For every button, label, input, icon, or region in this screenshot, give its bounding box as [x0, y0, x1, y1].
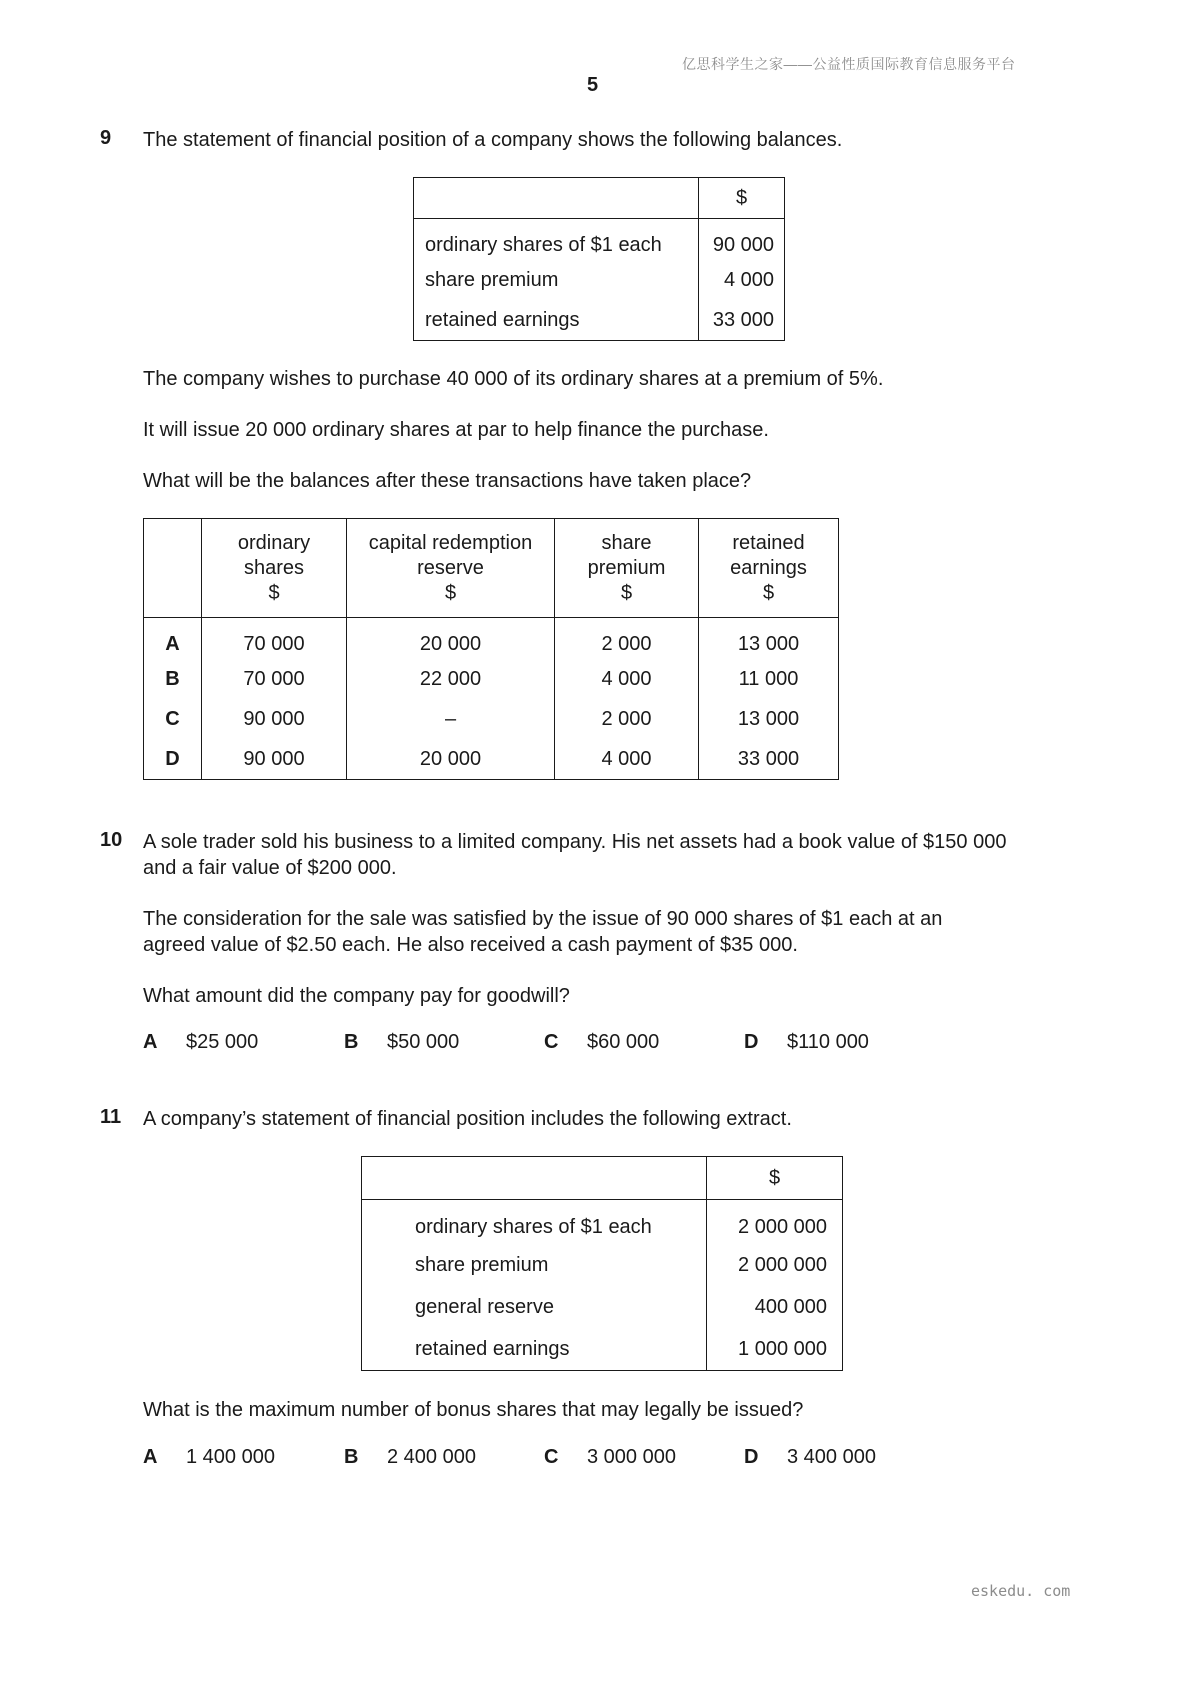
question-9-number: 9 — [100, 127, 112, 149]
option-cell: – — [347, 700, 555, 740]
header-line: retained — [732, 531, 805, 554]
q11-row-label: retained earnings — [362, 1329, 707, 1371]
q10-answer-options — [0, 1031, 1190, 1057]
option-cell: 11 000 — [699, 660, 839, 700]
option-value: $50 000 — [387, 1031, 460, 1053]
option-cell: 20 000 — [347, 740, 555, 780]
q9-row-value: 33 000 — [699, 301, 785, 341]
q10-paragraph-1-line-2: and a fair value of $200 000. — [143, 857, 397, 879]
q9-paragraph-2: It will issue 20 000 ordinary shares at par to help finance the purchase. — [143, 419, 769, 441]
option-cell: 90 000 — [202, 700, 347, 740]
option-cell: 13 000 — [699, 618, 839, 660]
option-value: 3 000 000 — [587, 1446, 676, 1468]
option-cell: 4 000 — [555, 660, 699, 700]
q10-question: What amount did the company pay for goodwill? — [143, 985, 570, 1007]
q10-paragraph-1-line-1: A sole trader sold his business to a limited company. His net assets had a book value of $150 000 — [143, 831, 1007, 853]
q11-question: What is the maximum number of bonus shares that may legally be issued? — [143, 1399, 804, 1421]
q9-option-row-a — [144, 618, 839, 660]
header-line: ordinary — [237, 531, 311, 554]
q9-options-table — [143, 518, 839, 780]
q9-row-value: 4 000 — [699, 261, 785, 301]
header-line: share — [601, 531, 652, 554]
page-number: 5 — [587, 74, 599, 96]
option-letter: D — [744, 1031, 759, 1053]
option-value: $60 000 — [587, 1031, 660, 1053]
q11-row-value: 2 000 000 — [707, 1244, 843, 1287]
q11-row-label: share premium — [362, 1244, 707, 1287]
option-cell: 22 000 — [347, 660, 555, 700]
watermark-text: 亿思科学生之家——公益性质国际教育信息服务平台 — [682, 56, 1016, 72]
option-letter: B — [144, 660, 202, 700]
q10-paragraph-2-line-2: agreed value of $2.50 each. He also received a cash payment of $35 000. — [143, 934, 798, 956]
q9-balance-table — [413, 177, 785, 341]
option-value: 2 400 000 — [387, 1446, 476, 1468]
header-line: $ — [620, 581, 633, 604]
q9-row-value: 90 000 — [699, 219, 785, 261]
q9-row-label: retained earnings — [414, 301, 699, 341]
option-letter: A — [143, 1446, 158, 1468]
option-letter: D — [744, 1446, 759, 1468]
q9-table-blank-header — [414, 178, 699, 219]
q11-balance-table — [361, 1156, 843, 1371]
q9-question: What will be the balances after these transactions have taken place? — [143, 470, 752, 492]
footer-site-text: eskedu. com — [971, 1582, 1071, 1600]
option-letter: A — [143, 1031, 158, 1053]
q11-row-value: 400 000 — [707, 1287, 843, 1329]
q11-row-value: 1 000 000 — [707, 1329, 843, 1371]
option-value: 1 400 000 — [186, 1446, 275, 1468]
option-cell: 13 000 — [699, 700, 839, 740]
header-line: $ — [268, 581, 280, 604]
q11-currency-header: $ — [707, 1157, 843, 1200]
q9-col-header-ordinary-shares — [202, 519, 347, 618]
option-cell: 2 000 — [555, 618, 699, 660]
option-cell: 70 000 — [202, 660, 347, 700]
q11-answer-options — [0, 1446, 1190, 1472]
question-11-number: 11 — [100, 1106, 122, 1128]
q9-col-header-capital-redemption — [347, 519, 555, 618]
option-letter: C — [144, 700, 202, 740]
q9-option-row-d — [144, 740, 839, 780]
option-cell: 20 000 — [347, 618, 555, 660]
option-letter: C — [544, 1446, 559, 1468]
header-line: earnings — [730, 556, 807, 579]
option-cell: 90 000 — [202, 740, 347, 780]
question-10-number: 10 — [100, 829, 123, 851]
q9-row-label: ordinary shares of $1 each — [414, 219, 699, 261]
q11-table-blank-header — [362, 1157, 707, 1200]
option-cell: 33 000 — [699, 740, 839, 780]
option-value: $110 000 — [787, 1031, 869, 1053]
q9-currency-header: $ — [699, 178, 785, 219]
question-11-stem: A company’s statement of financial position includes the following extract. — [143, 1108, 792, 1130]
header-line: $ — [444, 581, 457, 604]
q11-row-label: ordinary shares of $1 each — [362, 1200, 707, 1244]
question-9-stem: The statement of financial position of a company shows the following balances. — [143, 129, 843, 151]
q9-paragraph-1: The company wishes to purchase 40 000 of its ordinary shares at a premium of 5%. — [143, 368, 884, 390]
q9-col-header-share-premium — [555, 519, 699, 618]
q10-paragraph-2-line-1: The consideration for the sale was satisfied by the issue of 90 000 shares of $1 each at an — [143, 908, 943, 930]
header-line: reserve — [417, 556, 484, 579]
q9-option-row-c — [144, 700, 839, 740]
header-line: premium — [587, 556, 666, 579]
option-value: $25 000 — [186, 1031, 259, 1053]
header-line: shares — [243, 556, 305, 579]
q9-options-blank-header — [144, 519, 202, 618]
q11-row-value: 2 000 000 — [707, 1200, 843, 1244]
q9-option-row-b — [144, 660, 839, 700]
option-letter: A — [144, 618, 202, 660]
header-line: capital redemption — [368, 531, 533, 554]
option-letter: B — [344, 1446, 359, 1468]
option-cell: 2 000 — [555, 700, 699, 740]
option-cell: 70 000 — [202, 618, 347, 660]
option-letter: C — [544, 1031, 559, 1053]
option-value: 3 400 000 — [787, 1446, 876, 1468]
q9-col-header-retained-earnings — [699, 519, 839, 618]
option-letter: B — [344, 1031, 359, 1053]
option-letter: D — [144, 740, 202, 780]
header-line: $ — [762, 581, 775, 604]
option-cell: 4 000 — [555, 740, 699, 780]
q9-row-label: share premium — [414, 261, 699, 301]
q11-row-label: general reserve — [362, 1287, 707, 1329]
